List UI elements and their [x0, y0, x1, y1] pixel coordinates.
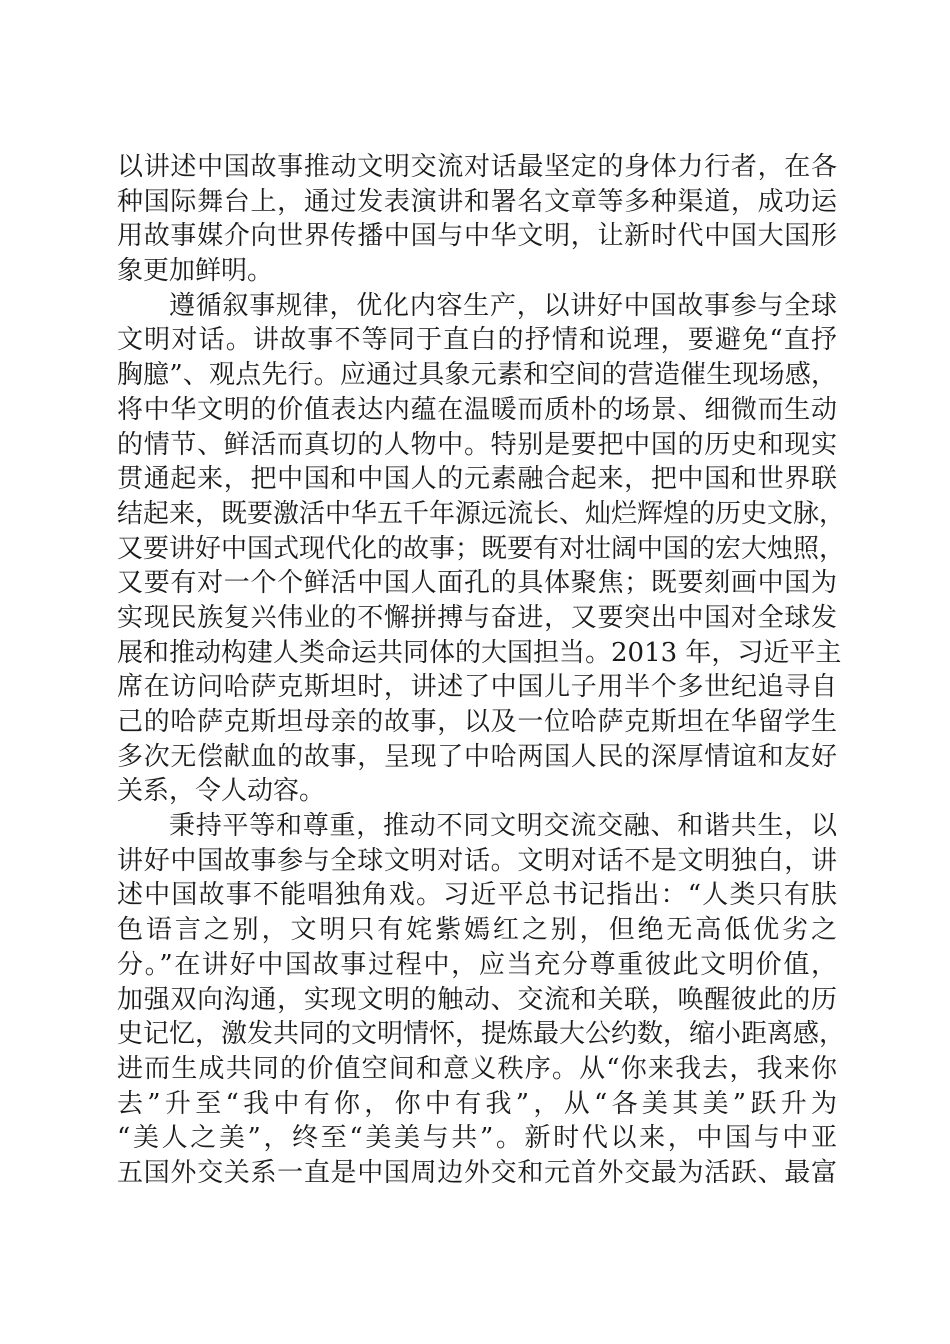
text-line: 分。”在讲好中国故事过程中，应当充分尊重彼此文明价值，	[117, 949, 837, 980]
text-line: 贯通起来，把中国和中国人的元素融合起来，把中国和世界联	[117, 464, 837, 495]
paragraph-3	[117, 809, 846, 1191]
paragraph-2	[117, 289, 846, 809]
text-line: 关系，令人动容。	[117, 776, 326, 807]
text-line: 的情节、鲜活而真切的人物中。特别是要把中国的历史和现实	[117, 429, 837, 460]
text-line: 色语言之别，文明只有姹紫嫣红之别，但绝无高低优劣之	[117, 915, 837, 946]
text-line: 秉持平等和尊重，推动不同文明交流交融、和谐共生，以	[169, 811, 837, 842]
text-line: 又要讲好中国式现代化的故事；既要有对壮阔中国的宏大烛照，	[117, 533, 846, 564]
text-line: 遵循叙事规律，优化内容生产，以讲好中国故事参与全球	[169, 290, 837, 321]
text-line: 象更加鲜明。	[117, 256, 274, 287]
text-line: 将中华文明的价值表达内蕴在温暖而质朴的场景、细微而生动	[117, 394, 837, 425]
text-line: 多次无偿献血的故事，呈现了中哈两国人民的深厚情谊和友好	[117, 741, 837, 772]
text-line: 胸臆”、观点先行。应通过具象元素和空间的营造催生现场感，	[117, 360, 837, 391]
text-line: 五国外交关系一直是中国周边外交和元首外交最为活跃、最富	[117, 1157, 837, 1188]
text-line: 文明对话。讲故事不等同于直白的抒情和说理，要避免“直抒	[117, 325, 837, 356]
text-line: 展和推动构建人类命运共同体的大国担当。2013 年，习近平主	[117, 637, 842, 668]
text-line: 又要有对一个个鲜活中国人面孔的具体聚焦；既要刻画中国为	[117, 568, 837, 599]
text-line: 席在访问哈萨克斯坦时，讲述了中国儿子用半个多世纪追寻自	[117, 672, 837, 703]
body-text	[117, 150, 846, 1191]
text-line: 史记忆，激发共同的文明情怀，提炼最大公约数，缩小距离感，	[117, 1019, 846, 1050]
text-line: 述中国故事不能唱独角戏。习近平总书记指出：“人类只有肤	[117, 880, 837, 911]
text-line: 讲好中国故事参与全球文明对话。文明对话不是文明独白，讲	[117, 845, 837, 876]
paragraph-1	[117, 150, 837, 289]
text-line: 以讲述中国故事推动文明交流对话最坚定的身体力行者，在各	[117, 152, 837, 182]
text-line: 去”升至“我中有你，你中有我”，从“各美其美”跃升为	[117, 1088, 837, 1119]
text-line: 用故事媒介向世界传播中国与中华文明，让新时代中国大国形	[117, 221, 837, 252]
text-line: 种国际舞台上，通过发表演讲和署名文章等多种渠道，成功运	[117, 186, 837, 217]
text-line: 进而生成共同的价值空间和意义秩序。从“你来我去，我来你	[117, 1053, 837, 1084]
text-line: 加强双向沟通，实现文明的触动、交流和关联，唤醒彼此的历	[117, 984, 837, 1015]
text-line: 己的哈萨克斯坦母亲的故事，以及一位哈萨克斯坦在华留学生	[117, 707, 837, 737]
text-line: “美人之美”，终至“美美与共”。新时代以来，中国与中亚	[117, 1123, 837, 1154]
text-line: 实现民族复兴伟业的不懈拼搏与奋进，又要突出中国对全球发	[117, 602, 837, 633]
text-line: 结起来，既要激活中华五千年源远流长、灿烂辉煌的历史文脉，	[117, 498, 846, 529]
